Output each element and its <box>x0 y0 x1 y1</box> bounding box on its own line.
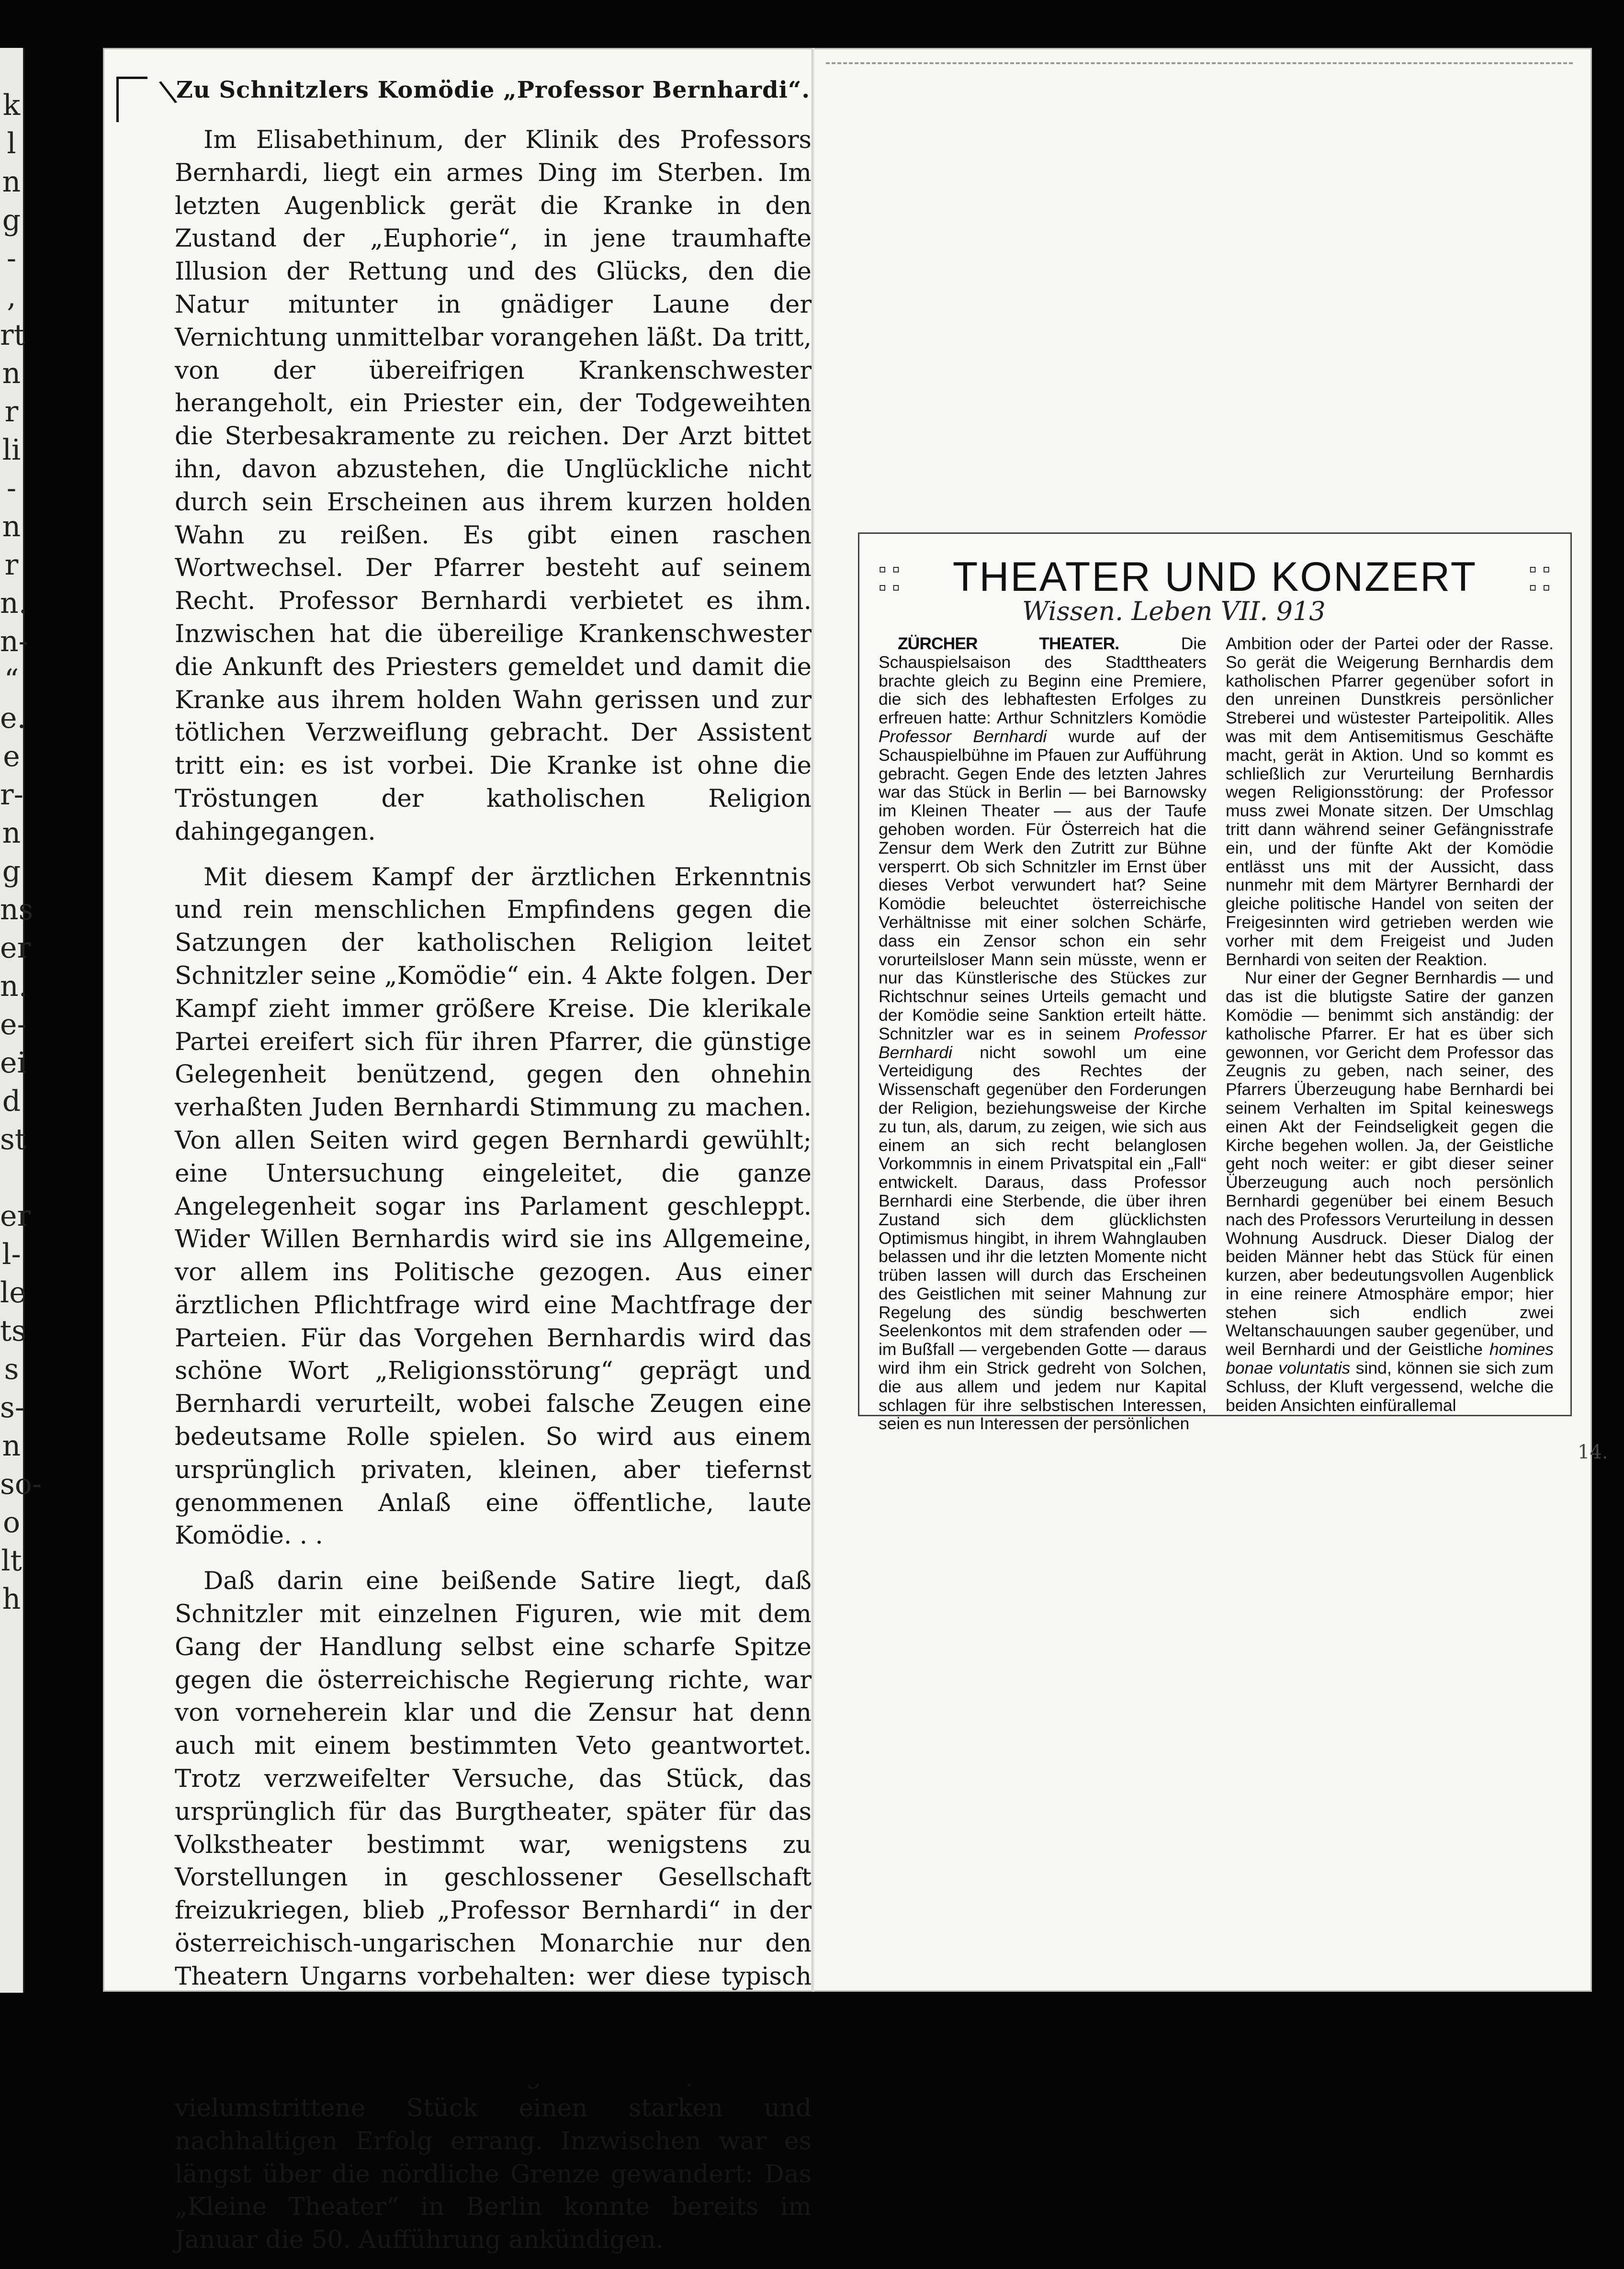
scan-border-bottom <box>0 1993 1624 2084</box>
left-article-paragraph: Mit diesem Kampf der ärztlichen Erkenntnis und rein menschlichen Empfindens gegen die Satzungen der katholischen Religion leitet Schnitzler seine „Komödie“ ein. 4 Akte folgen. Der Kampf zieht immer größere Kreise. Die klerikale Partei ereifert sich für ihren Pfarrer, die günstige Gelegenheit benützend, gegen den ohnehin verhaßten Juden Bernhardi Stimmung zu machen. Von allen Seiten wird gegen Bernhardi gewühlt; eine Untersuchung eingeleitet, die ganze Angelegenheit sogar ins Parlament geschleppt. Wider Willen Bernhardis wird sie ins Allgemeine, vor allem ins Politische gezogen. Aus einer ärztlichen Pflichtfrage wird eine Machtfrage der Parteien. Für das Vorgehen Bernhardis wird das schöne Wort „Religionsstörung“ geprägt und Bernhardi verurteilt, wobei falsche Zeugen eine bedeutsame Rolle spielen. So wird aus einem ursprünglich privaten, kleinen, aber tiefernst genommenen Anlaß eine öffentliche, laute Komödie. . . <box>175 862 812 1550</box>
corner-bracket-mark <box>116 77 147 122</box>
clipping-column-2 <box>1226 634 1554 1415</box>
clipping-title: THEATER UND KONZERT <box>952 554 1477 600</box>
handwritten-source-note: Wissen. Leben VII. 913 <box>1022 596 1326 626</box>
pen-slash-mark: \ <box>157 73 179 111</box>
clipping-header <box>869 553 1561 601</box>
clipping-columns <box>879 634 1554 1434</box>
ornament-left-icon: ▫▫ ▫▫ <box>879 556 906 599</box>
clipping-text: wurde auf der Schauspielbühne im Pfauen zur Aufführung gebracht. Gegen Ende des letzten Jahres war das Stück in Berlin — bei Barnowsky im Kleinen Theater — aus der Taufe gehoben worden. Für Österreich hat die Zensur dem Werk den Zutritt zur Bühne versperrt. Ob sich Schnitzler im Ernst über dieses Verbot verwundert hat? Seine Komödie beleuchtet österreichische Verhältnisse mit einer solchen Schärfe, dass ein Zensor schon ein sehr vorurteilsloser Mann sein müsste, wenn er nur das Künstlerische des Stückes zur Richtschnur seines Urteils gemacht und der Komödie seine Sanktion erteilt hätte. Schnitzler war es in seinem <box>879 726 1207 1043</box>
latin-phrase: homines bonae voluntatis <box>1226 1340 1554 1378</box>
torn-top-edge <box>826 62 1573 64</box>
ornament-right-icon: ▫▫ ▫▫ <box>1529 556 1556 599</box>
clipping-text: Nur einer der Gegner Bernhardis — und das ist die blutigste Satire der ganzen Komödie — benimmt sich anständig: der katholische Pfarrer. Er hat es über sich gewonnen, vor Gericht dem Professor das Zeugnis zu geben, nach seiner, des Pfarrers Überzeugung habe Bernhardi bei seinem Verhalten im Spital keineswegs einen Akt der Feindseligkeit gegen die Kirche begehen wollen. Ja, der Geistliche geht noch weiter: er gibt dieser seiner Überzeugung auch noch persönlich Bernhardi gegenüber bei einem Besuch nach des Professors Verurteilung in dessen Wohnung Ausdruck. Dieser Dialog der beiden Männer hebt das Stück für einen kurzen, aber bedeutungsvollen Augenblick in eine reinere Atmosphäre empor; hier stehen sich endlich zwei Weltanschauungen sauber gegenüber, und weil Bernhardi und der Geistliche <box>1226 968 1554 1359</box>
left-article-paragraph: Im Elisabethinum, der Klinik des Professors Bernhardi, liegt ein armes Ding im Sterben. Im letzten Augenblick gerät die Kranke in den Zustand der „Euphorie“, in jene traumhafte Illusion der Rettung und des Glücks, den die Natur mitunter in gnädiger Laune der Vernichtung unmittelbar vorangehen läßt. Da tritt, von der übereifrigen Krankenschwester herangeholt, ein Priester ein, der Todgeweihten die Sterbesakramente zu reichen. Der Arzt bittet ihn, davon abzustehen, die Unglückliche nicht durch sein Erscheinen aus ihrem kurzen holden Wahn zu reißen. Es gibt einen raschen Wortwechsel. Der Pfarrer besteht auf seinem Recht. Professor Bernhardi verbietet es ihm. Inzwischen hat die übereilige Krankenschwester die Ankunft des Priesters gemeldet und damit die Kranke aus ihrem holden Wahn gerissen und zur tötlichen Verzweiflung gebracht. Der Assistent tritt ein: es ist vorbei. Die Kranke ist ohne die Tröstungen der katholischen Religion dahingegangen. <box>175 125 812 846</box>
clipping-paragraph <box>1226 969 1554 1414</box>
clipping-column-1 <box>879 634 1207 1434</box>
clipping-paragraph: Ambition oder der Partei oder der Rasse. So gerät die Weigerung Bernhardis dem katholischen Pfarrer gegenüber sofort in den unreinen Dunstkreis persönlicher Streberei und wüstester Parteipolitik. Alles was mit dem Antisemitismus Geschäfte macht, gerät in Aktion. Und so kommt es schließlich zur Verurteilung Bernhardis wegen Religionsstörung: der Professor muss zwei Monate sitzen. Der Umschlag tritt dann während seiner Gefängnisstrafe ein, und der fünfte Akt der Komödie entlässt uns mit der Aussicht, dass nunmehr mit dem Märtyrer Bernhardi der gleiche politische Handel von seiten der Freigesinnten wird getrieben werden wie vorher mit dem Freigeist und Juden Bernhardi von seiten der Reaktion. <box>1226 634 1554 969</box>
left-article-headline: Zu Schnitzlers Komödie „Professor Bernhardi“. <box>176 77 811 103</box>
clipping-paragraph <box>879 634 1207 1433</box>
clipping-lead: ZÜRCHER THEATER. <box>898 634 1119 653</box>
play-title: Professor Bernhardi <box>879 726 1047 746</box>
adjacent-page-fragment <box>0 48 42 2021</box>
newspaper-clipping <box>859 534 1570 1434</box>
page-crease <box>812 48 814 1992</box>
clipping-text: Die Schauspielsaison des Stadttheaters brachte gleich zu Beginn eine Premiere, die sich des lebhaftesten Erfolges zu erfreuen hatte: Arthur Schnitzlers Komödie <box>879 634 1207 728</box>
left-article-paragraph: Daß darin eine beißende Satire liegt, daß Schnitzler mit einzelnen Figuren, wie mit dem Gang der Handlung selbst eine scharfe Spitze gegen die österreichische Regierung richte, war von vorneherein klar und die Zensur hat denn auch mit einem bestimmten Veto geantwortet. Trotz verzweifelter Versuche, das Stück, das ursprünglich für das Burgtheater, später für das Volkstheater bestimmt war, wenigstens zu Vorstellungen in geschlossener Gesellschaft freizukriegen, blieb „Professor Bernhardi“ in der österreichisch-ungarischen Monarchie nur den Theatern Ungarns vorbehalten: wer diese typisch vielumstrittene Stück einen starken und nachhaltigen Erfolg errang. Inzwischen war es längst über die nördliche Grenze gewandert: Das „Kleine Theater“ in Berlin konnte bereits im Januar die 50. Aufführung ankündigen. <box>175 1567 812 2255</box>
clipping-text: sind, können sie sich zum Schluss, der Kluft vergessend, welche die beiden Ansichten einfürallemal <box>1226 1358 1554 1415</box>
play-title: Professor Bernhardi <box>879 1024 1207 1062</box>
edge-page-note: 14. <box>1578 1441 1608 1463</box>
clipping-text: nicht sowohl um eine Verteidigung des Rechtes der Wissenschaft gegenüber den Forderungen der Religion, beziehungsweise der Kirche zu tun, als, darum, zu zeigen, wie sich aus einem an sich recht belanglosen Vorkommnis in einem Privatspital ein „Fall“ entwickelt. Daraus, dass Professor Bernhardi eine Sterbende, die über ihren Zustand sich dem glücklichsten Optimismus hingibt, in ihrem Wahnglauben belassen und ihr die letzten Momente nicht trüben lassen will durch das Erscheinen des Geistlichen mit seiner Mahnung zur Regelung des sündig beschwerten Seelenkontos mit dem strafenden oder — im Bußfall — vergebenden Gotte — daraus wird ihm ein Strick gedreht von Solchen, die aus allem und jedem nur Kapital schlagen für ihre selbstischen Interessen, seien es nun Interessen der persönlichen <box>879 1042 1207 1434</box>
adjacent-page-letters: k l n g - , rt n r li - n r n. n- “ e. e r- n g ns er n. e- ei d st er l- le ts s s- n so- o lt h <box>0 89 42 1616</box>
left-article <box>175 77 812 2269</box>
